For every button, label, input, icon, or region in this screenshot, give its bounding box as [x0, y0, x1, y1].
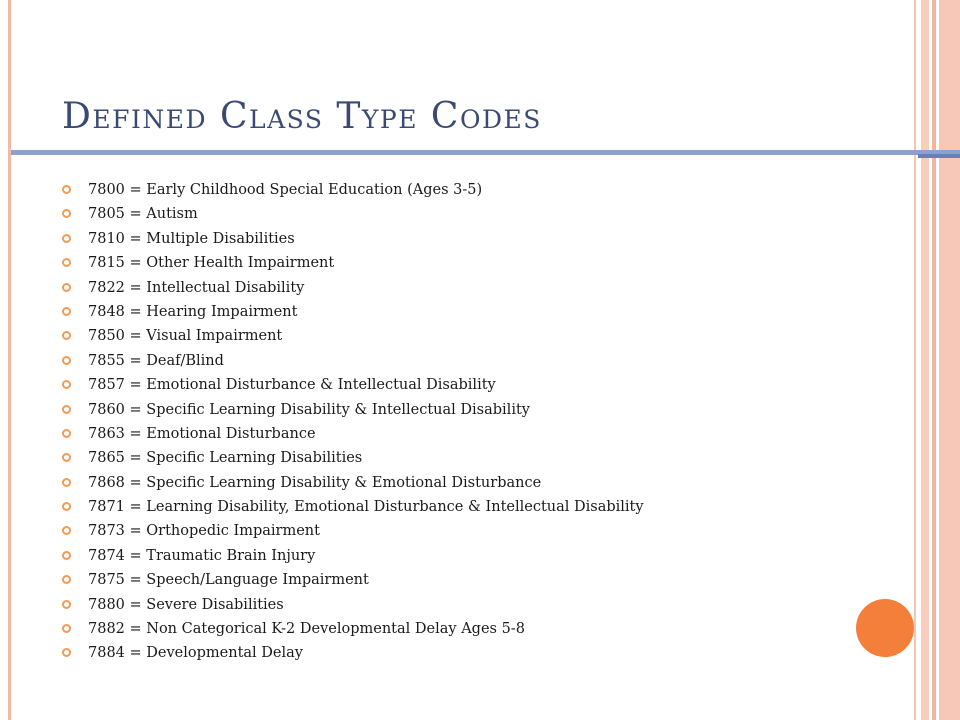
list-item-text: 7848 = Hearing Impairment: [88, 303, 298, 320]
list-item: [62, 400, 644, 424]
list-item: [62, 497, 644, 521]
list-item-text: 7882 = Non Categorical K-2 Developmental Delay Ages 5-8: [88, 621, 525, 638]
left-frame-border: [8, 0, 11, 720]
bullet-icon: [62, 502, 71, 511]
list-item-text: 7880 = Severe Disabilities: [88, 596, 284, 613]
list-item: [62, 351, 644, 375]
bullet-icon: [62, 234, 71, 243]
list-item-text: 7875 = Speech/Language Impairment: [88, 572, 369, 589]
slide-title: Defined Class Type Codes: [62, 96, 542, 137]
list-item: [62, 619, 644, 643]
right-stripe-4: [939, 0, 960, 720]
list-item-text: 7871 = Learning Disability, Emotional Disturbance & Intellectual Disability: [88, 499, 644, 516]
list-item-text: 7874 = Traumatic Brain Injury: [88, 547, 316, 564]
bullet-icon: [62, 453, 71, 462]
list-item-text: 7868 = Specific Learning Disability & Emotional Disturbance: [88, 474, 542, 491]
list-item: [62, 253, 644, 277]
list-item: [62, 204, 644, 228]
bullet-icon: [62, 356, 71, 365]
bullet-icon: [62, 405, 71, 414]
list-item: [62, 424, 644, 448]
orange-circle-decoration: [856, 599, 914, 657]
bullet-icon: [62, 624, 71, 633]
bullet-icon: [62, 526, 71, 535]
list-item: [62, 473, 644, 497]
list-item-text: 7822 = Intellectual Disability: [88, 279, 305, 296]
list-item: [62, 375, 644, 399]
bullet-icon: [62, 478, 71, 487]
bullet-icon: [62, 283, 71, 292]
list-item-text: 7800 = Early Childhood Special Education (Ages 3-5): [88, 182, 483, 198]
list-item: [62, 448, 644, 472]
list-item: [62, 521, 644, 545]
title-underline: [11, 150, 960, 155]
bullet-icon: [62, 380, 71, 389]
class-code-list: [62, 180, 644, 668]
list-item: [62, 643, 644, 667]
list-item-text: 7810 = Multiple Disabilities: [88, 230, 295, 247]
list-item-text: 7865 = Specific Learning Disabilities: [88, 450, 363, 467]
list-item-text: 7805 = Autism: [88, 206, 198, 223]
list-item: [62, 326, 644, 350]
list-item-text: 7815 = Other Health Impairment: [88, 255, 335, 272]
bullet-icon: [62, 600, 71, 609]
bullet-icon: [62, 258, 71, 267]
bullet-icon: [62, 648, 71, 657]
list-item-text: 7884 = Developmental Delay: [88, 645, 303, 662]
list-item: [62, 595, 644, 619]
title-underline-accent: [918, 154, 960, 158]
list-item-text: 7855 = Deaf/Blind: [88, 352, 224, 369]
bullet-icon: [62, 307, 71, 316]
bullet-icon: [62, 575, 71, 584]
list-item: [62, 570, 644, 594]
list-item: [62, 302, 644, 326]
bullet-icon: [62, 429, 71, 438]
list-item-text: 7863 = Emotional Disturbance: [88, 425, 316, 442]
list-item-text: 7873 = Orthopedic Impairment: [88, 523, 320, 540]
right-stripe-1: [914, 0, 916, 720]
list-item: [62, 229, 644, 253]
list-item-text: 7860 = Specific Learning Disability & Intellectual Disability: [88, 401, 530, 418]
list-item: [62, 180, 644, 204]
bullet-icon: [62, 551, 71, 560]
right-stripe-3: [932, 0, 936, 720]
bullet-icon: [62, 185, 71, 194]
list-item: [62, 546, 644, 570]
list-item: [62, 278, 644, 302]
bullet-icon: [62, 209, 71, 218]
list-item-text: 7850 = Visual Impairment: [88, 328, 283, 345]
right-stripe-2: [921, 0, 929, 720]
bullet-icon: [62, 331, 71, 340]
list-item-text: 7857 = Emotional Disturbance & Intellectual Disability: [88, 377, 496, 394]
